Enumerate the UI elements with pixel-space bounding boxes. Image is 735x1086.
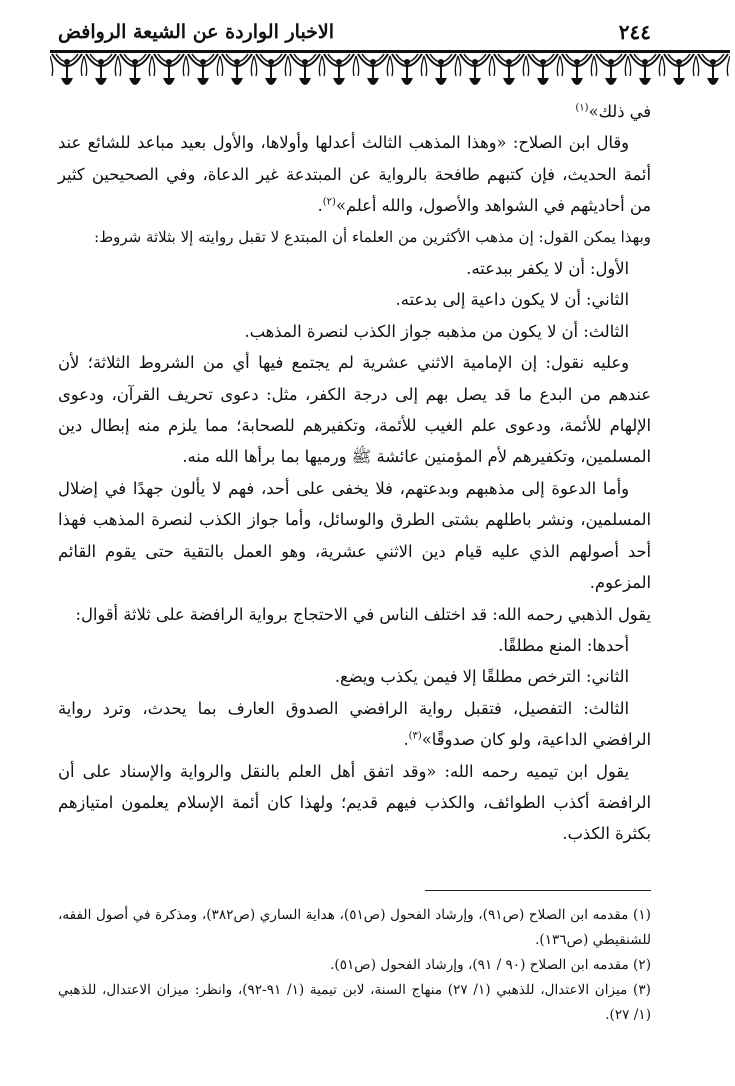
paragraph: الأول: أن لا يكفر ببدعته.	[466, 259, 629, 279]
decorative-border-ornament	[50, 48, 730, 100]
paragraph: وعليه نقول: إن الإمامية الاثني عشرية لم يجتمع فيها أي من الشروط الثلاثة؛ لأن عندهم من البدع ما قد يصل بهم إلى درجة الكفر، مثل: دعوى تحريف القرآن، ودعوى الإلهام للأئمة، ودعوى علم الغيب للأئمة، وتكفيرهم للصحابة؛ مما يلزم منه إبطال دين المسلمين، وتكفيرهم لأم المؤمنين عائشة ﷺ ورميها بما برأها الله منه.	[58, 353, 651, 467]
page-number: ٢٤٤	[618, 20, 651, 44]
paragraph: الثالث: أن لا يكون من مذهبه جواز الكذب لنصرة المذهب.	[244, 321, 629, 341]
running-header	[58, 20, 651, 44]
paragraph: الثاني: أن لا يكون داعية إلى بدعته.	[395, 290, 629, 310]
footnote: (١) مقدمه ابن الصلاح (ص٩١)، وإرشاد الفحول (ص٥١)، هداية الساري (ص٣٨٢)، ومذكرة في أصول الفقه، للشنقيطي (ص١٣٦).	[58, 907, 651, 948]
running-title: الاخبار الواردة عن الشيعة الروافض	[58, 21, 335, 43]
paragraph: وأما الدعوة إلى مذهبهم وبدعتهم، فلا يخفى على أحد، فهم لا يألون جهدًا في إضلال المسلمين، ونشر باطلهم بشتى الطرق والوسائل، وأما جواز الكذب لنصرة المذهب فهذا أحد أصولهم الذي عليه قيام دين الاثني عشرية، وهو العمل بالتقية حتى يقوم القائم المزعوم.	[58, 478, 651, 593]
footnote-separator	[425, 890, 651, 891]
main-text	[58, 96, 651, 850]
footnote: (٣) ميزان الاعتدال، للذهبي (١/ ٢٧) منهاج السنة، لابن تيمية (١/ ٩١-٩٢)، وانظر: ميزان الاعتدال، للذهبي (١/ ٢٧).	[58, 982, 651, 1023]
footnote: (٢) مقدمه ابن الصلاح (٩٠ / ٩١)، وإرشاد الفحول (ص٥١).	[330, 957, 651, 973]
paragraph: في ذلك»$^{(١)}$	[575, 102, 651, 121]
paragraph: يقول ابن تيميه رحمه الله: «وقد اتفق أهل العلم بالنقل والرواية والإسناد على أن الرافضة أكذب الطوائف، والكذب فيهم قديم؛ ولهذا كان أئمة الإسلام يعلمون امتيازهم بكثرة الكذب.	[58, 761, 651, 844]
footnotes	[58, 903, 651, 1028]
paragraph: وبهذا يمكن القول: إن مذهب الأكثرين من العلماء أن المبتدع لا تقبل روايته إلا بثلاثة شروط:	[94, 227, 651, 246]
paragraph: أحدها: المنع مطلقًا.	[498, 635, 629, 655]
paragraph: وقال ابن الصلاح: «وهذا المذهب الثالث أعدلها وأولاها، والأول بعيد مباعد للشائع عند أئمة الحديث، فإن كتبهم طافحة بالرواية عن المبتدعة غير الدعاة، وفي الصحيحين كثير من أحاديثهم في الشواهد والأصول، والله أعلم»$^{(٢)}$.	[58, 133, 651, 216]
paragraph: يقول الذهبي رحمه الله: قد اختلف الناس في الاحتجاج برواية الرافضة على ثلاثة أقوال:	[75, 604, 651, 624]
paragraph: الثالث: التفصيل، فتقبل رواية الرافضي الصدوق العارف بما يحدث، وترد رواية الرافضي الداعية، ولو كان صدوقًا»$^{(٣)}$.	[58, 698, 651, 750]
paragraph: الثاني: الترخص مطلقًا إلا فيمن يكذب ويضع.	[334, 667, 629, 687]
